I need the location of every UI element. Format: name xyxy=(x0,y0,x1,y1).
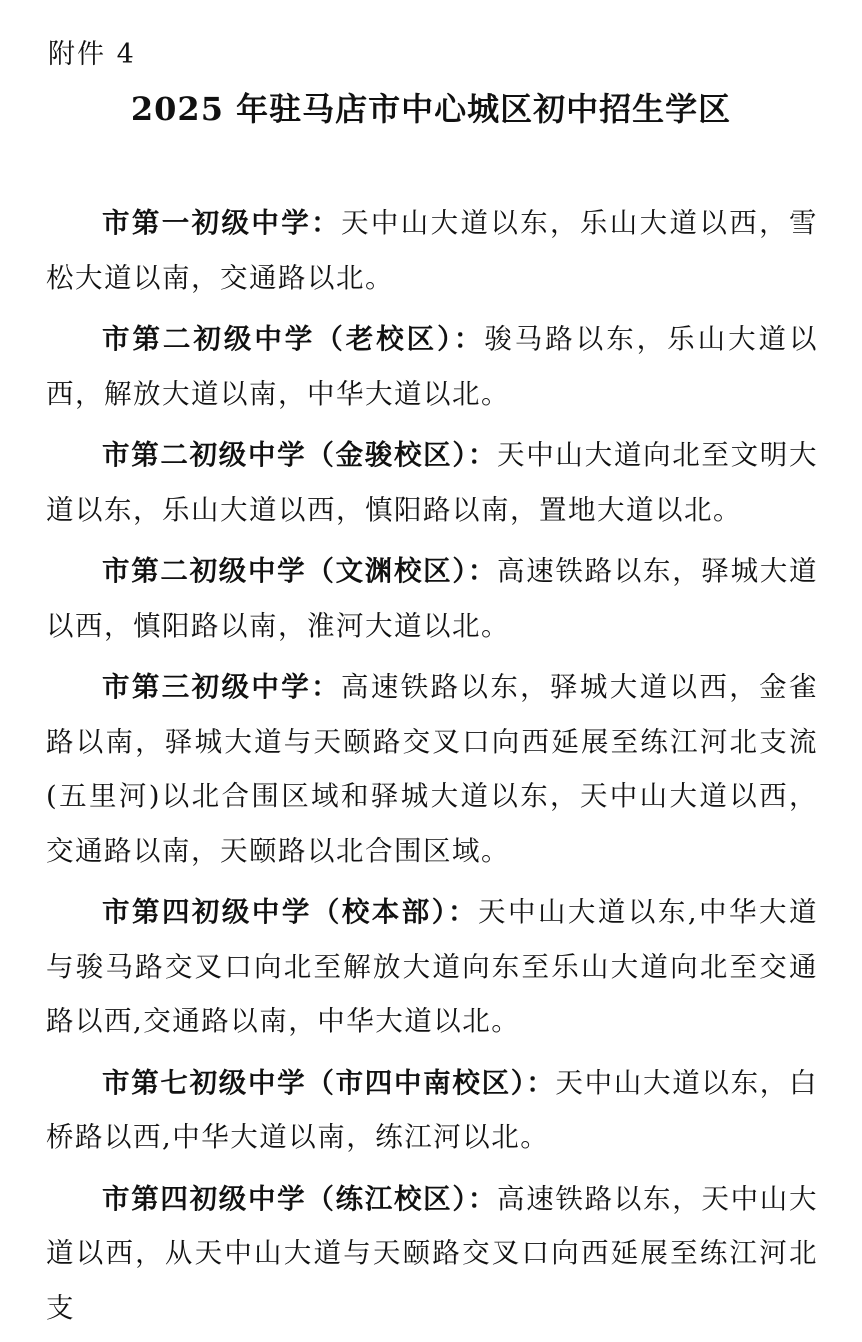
district-entry-second-middle-school-old-campus xyxy=(46,312,818,421)
page-title: 2025 年驻马店市中心城区初中招生学区 xyxy=(130,90,732,128)
district-boundary: 高速铁路以东，天中山大道以西，从天中山大道与天颐路交叉口向西延展至练江河北支 xyxy=(46,1182,819,1324)
district-boundary: 高速铁路以东，驿城大道以西，金雀路以南，驿城大道与天颐路交叉口向西延展至练江河北支流(五里河)以北合围区域和驿城大道以东，天中山大道以西，交通路以南，天颐路以北合围区域。 xyxy=(46,671,819,867)
district-entry-fourth-middle-school-main-campus xyxy=(46,885,818,1049)
school-name: 市第二初级中学（老校区）： xyxy=(102,323,485,355)
district-boundary: 骏马路以东，乐山大道以西，解放大道以南，中华大道以北。 xyxy=(46,323,819,410)
district-entry-second-middle-school-jinjun-campus xyxy=(46,428,818,537)
school-name: 市第二初级中学（金骏校区）： xyxy=(102,439,498,471)
attachment-label: 附件 4 xyxy=(48,39,136,70)
school-name: 市第二初级中学（文渊校区）： xyxy=(102,555,498,587)
district-entry-third-middle-school xyxy=(46,660,818,878)
school-name: 市第四初级中学（校本部）： xyxy=(102,896,478,928)
district-entry-first-middle-school xyxy=(46,196,818,305)
district-boundary: 高速铁路以东，驿城大道以西，慎阳路以南，淮河大道以北。 xyxy=(46,555,819,642)
school-name: 市第三初级中学： xyxy=(102,671,341,703)
district-boundary: 天中山大道以东,中华大道与骏马路交叉口向北至解放大道向东至乐山大道向北至交通路以西,交通路以南，中华大道以北。 xyxy=(46,896,818,1037)
district-entry-second-middle-school-wenyuan-campus xyxy=(46,544,818,653)
district-boundary: 天中山大道以东，乐山大道以西，雪松大道以南，交通路以北。 xyxy=(46,207,819,294)
district-entry-seventh-middle-school xyxy=(46,1056,818,1165)
school-name: 市第四初级中学（练江校区）： xyxy=(102,1182,498,1215)
school-name: 市第七初级中学（市四中南校区）： xyxy=(102,1066,556,1099)
school-district-list xyxy=(46,196,818,1342)
district-boundary: 天中山大道以东，白桥路以西,中华大道以南，练江河以北。 xyxy=(46,1066,819,1153)
school-name: 市第一初级中学： xyxy=(102,207,341,239)
district-boundary: 天中山大道向北至文明大道以东，乐山大道以西，慎阳路以南，置地大道以北。 xyxy=(46,439,819,526)
district-entry-fourth-middle-school-lianjiang-campus xyxy=(46,1172,818,1336)
